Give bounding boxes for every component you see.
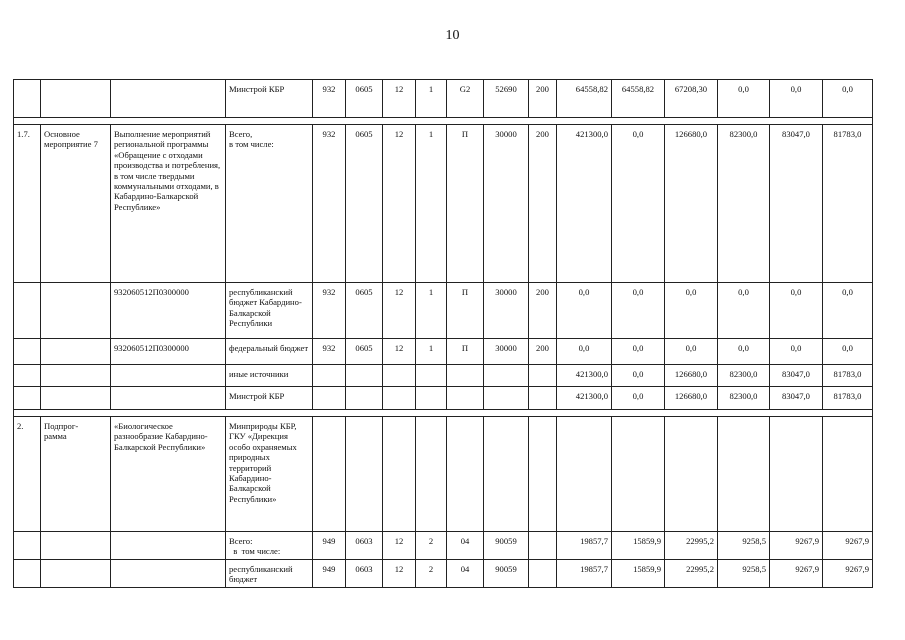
program-name-cell — [111, 80, 226, 118]
amount-cell: 81783,0 — [823, 387, 873, 410]
responsible-cell: республиканский бюджет — [226, 559, 313, 587]
row-number-cell — [14, 80, 41, 118]
csr-event-cell — [447, 387, 484, 410]
amount-cell: 67208,30 — [665, 80, 718, 118]
amount-cell — [665, 417, 718, 532]
csr-program-cell: 1 — [416, 283, 447, 339]
amount-cell: 0,0 — [823, 283, 873, 339]
table-row — [14, 80, 873, 118]
amount-cell: 19857,7 — [557, 532, 612, 560]
amount-cell: 0,0 — [823, 339, 873, 365]
table-row — [14, 532, 873, 560]
budget-code-cell — [111, 532, 226, 560]
amount-cell: 0,0 — [718, 339, 770, 365]
csr-program-cell — [416, 365, 447, 387]
rzpr-cell — [346, 365, 383, 387]
grbs-cell: 932 — [313, 125, 346, 283]
csr-event-cell — [447, 365, 484, 387]
table-row — [14, 339, 873, 365]
table-row — [14, 125, 873, 283]
amount-cell: 22995,2 — [665, 559, 718, 587]
budget-code-cell: 932060512П0300000 — [111, 339, 226, 365]
amount-cell: 9267,9 — [770, 559, 823, 587]
table-row — [14, 387, 873, 410]
grbs-cell: 932 — [313, 283, 346, 339]
grbs-cell: 949 — [313, 559, 346, 587]
row-number-cell — [14, 532, 41, 560]
amount-cell: 0,0 — [718, 283, 770, 339]
status-cell — [41, 339, 111, 365]
vr-cell: 200 — [529, 339, 557, 365]
csr-code-cell: 30000 — [484, 125, 529, 283]
rzpr-sub-cell: 12 — [383, 559, 416, 587]
row-number-cell: 1.7. — [14, 125, 41, 283]
amount-cell: 82300,0 — [718, 125, 770, 283]
csr-program-cell — [416, 387, 447, 410]
budget-code-cell — [111, 387, 226, 410]
row-separator — [14, 410, 873, 417]
row-number-cell — [14, 365, 41, 387]
amount-cell: 15859,9 — [612, 532, 665, 560]
grbs-cell — [313, 365, 346, 387]
responsible-cell: Всего: в том числе: — [226, 532, 313, 560]
program-funding-table — [13, 79, 873, 588]
amount-cell: 0,0 — [557, 283, 612, 339]
amount-cell: 421300,0 — [557, 387, 612, 410]
csr-code-cell: 52690 — [484, 80, 529, 118]
responsible-cell: федеральный бюджет — [226, 339, 313, 365]
program-name-cell: «Биологическое разнообразие Кабардино-Балкарской Республики» — [111, 417, 226, 532]
rzpr-cell: 0605 — [346, 283, 383, 339]
amount-cell — [718, 417, 770, 532]
amount-cell: 0,0 — [612, 339, 665, 365]
csr-program-cell: 2 — [416, 532, 447, 560]
grbs-cell: 932 — [313, 80, 346, 118]
rzpr-sub-cell — [383, 417, 416, 532]
amount-cell: 83047,0 — [770, 365, 823, 387]
amount-cell: 0,0 — [770, 283, 823, 339]
amount-cell: 22995,2 — [665, 532, 718, 560]
rzpr-cell — [346, 387, 383, 410]
amount-cell: 0,0 — [665, 339, 718, 365]
csr-event-cell: П — [447, 339, 484, 365]
status-cell — [41, 532, 111, 560]
rzpr-cell: 0605 — [346, 125, 383, 283]
rzpr-cell: 0605 — [346, 339, 383, 365]
table-row — [14, 417, 873, 532]
amount-cell: 9258,5 — [718, 559, 770, 587]
amount-cell — [770, 417, 823, 532]
budget-code-cell — [111, 559, 226, 587]
vr-cell — [529, 387, 557, 410]
csr-event-cell: G2 — [447, 80, 484, 118]
vr-cell — [529, 365, 557, 387]
csr-code-cell: 90059 — [484, 559, 529, 587]
rzpr-sub-cell: 12 — [383, 532, 416, 560]
table-row — [14, 283, 873, 339]
csr-event-cell: 04 — [447, 532, 484, 560]
vr-cell: 200 — [529, 125, 557, 283]
responsible-cell: Всего, в том числе: — [226, 125, 313, 283]
vr-cell — [529, 532, 557, 560]
status-cell: Подпрог- рамма — [41, 417, 111, 532]
amount-cell: 0,0 — [770, 339, 823, 365]
amount-cell: 0,0 — [823, 80, 873, 118]
row-number-cell — [14, 559, 41, 587]
amount-cell: 0,0 — [612, 387, 665, 410]
csr-event-cell: П — [447, 125, 484, 283]
csr-code-cell: 90059 — [484, 532, 529, 560]
rzpr-sub-cell: 12 — [383, 80, 416, 118]
responsible-cell: Минприроды КБР, ГКУ «Дирекция особо охраняемых природных территорий Кабардино-Балкарской Республики» — [226, 417, 313, 532]
amount-cell: 9267,9 — [823, 532, 873, 560]
grbs-cell — [313, 387, 346, 410]
csr-code-cell — [484, 417, 529, 532]
row-number-cell — [14, 387, 41, 410]
amount-cell: 0,0 — [770, 80, 823, 118]
status-cell — [41, 559, 111, 587]
amount-cell: 64558,82 — [557, 80, 612, 118]
amount-cell — [823, 417, 873, 532]
csr-program-cell: 1 — [416, 80, 447, 118]
amount-cell: 0,0 — [718, 80, 770, 118]
amount-cell: 82300,0 — [718, 387, 770, 410]
csr-code-cell: 30000 — [484, 283, 529, 339]
row-number-cell: 2. — [14, 417, 41, 532]
amount-cell: 0,0 — [612, 125, 665, 283]
amount-cell: 15859,9 — [612, 559, 665, 587]
status-cell: Основное мероприятие 7 — [41, 125, 111, 283]
amount-cell: 9267,9 — [823, 559, 873, 587]
amount-cell: 421300,0 — [557, 365, 612, 387]
amount-cell: 81783,0 — [823, 365, 873, 387]
rzpr-sub-cell: 12 — [383, 125, 416, 283]
vr-cell — [529, 417, 557, 532]
amount-cell — [557, 417, 612, 532]
csr-event-cell: 04 — [447, 559, 484, 587]
csr-code-cell — [484, 387, 529, 410]
amount-cell: 0,0 — [665, 283, 718, 339]
row-number-cell — [14, 339, 41, 365]
status-cell — [41, 365, 111, 387]
status-cell — [41, 283, 111, 339]
grbs-cell: 932 — [313, 339, 346, 365]
responsible-cell: иные источники — [226, 365, 313, 387]
rzpr-sub-cell: 12 — [383, 283, 416, 339]
table-row — [14, 365, 873, 387]
csr-program-cell — [416, 417, 447, 532]
csr-program-cell: 1 — [416, 125, 447, 283]
amount-cell: 421300,0 — [557, 125, 612, 283]
rzpr-sub-cell: 12 — [383, 339, 416, 365]
csr-code-cell: 30000 — [484, 339, 529, 365]
status-cell — [41, 80, 111, 118]
row-separator — [14, 118, 873, 125]
amount-cell: 82300,0 — [718, 365, 770, 387]
responsible-cell: Минстрой КБР — [226, 80, 313, 118]
amount-cell: 0,0 — [612, 365, 665, 387]
program-name-cell: Выполнение мероприятий региональной программы «Обращение с отходами производства и потребления, в том числе твердыми коммунальными отходами, в Кабардино-Балкарской Республике» — [111, 125, 226, 283]
amount-cell: 126680,0 — [665, 387, 718, 410]
amount-cell: 126680,0 — [665, 125, 718, 283]
rzpr-cell — [346, 417, 383, 532]
amount-cell: 0,0 — [557, 339, 612, 365]
amount-cell: 83047,0 — [770, 387, 823, 410]
amount-cell: 0,0 — [612, 283, 665, 339]
budget-code-cell: 932060512П0300000 — [111, 283, 226, 339]
amount-cell: 81783,0 — [823, 125, 873, 283]
amount-cell: 83047,0 — [770, 125, 823, 283]
amount-cell: 126680,0 — [665, 365, 718, 387]
responsible-cell: Минстрой КБР — [226, 387, 313, 410]
rzpr-cell: 0603 — [346, 532, 383, 560]
csr-event-cell: П — [447, 283, 484, 339]
amount-cell — [612, 417, 665, 532]
csr-program-cell: 2 — [416, 559, 447, 587]
csr-program-cell: 1 — [416, 339, 447, 365]
page-number: 10 — [445, 28, 460, 43]
status-cell — [41, 387, 111, 410]
amount-cell: 9258,5 — [718, 532, 770, 560]
vr-cell: 200 — [529, 283, 557, 339]
rzpr-cell: 0605 — [346, 80, 383, 118]
table-row — [14, 559, 873, 587]
rzpr-sub-cell — [383, 387, 416, 410]
responsible-cell: республиканский бюджет Кабардино-Балкарской Республики — [226, 283, 313, 339]
amount-cell: 19857,7 — [557, 559, 612, 587]
amount-cell: 64558,82 — [612, 80, 665, 118]
rzpr-sub-cell — [383, 365, 416, 387]
grbs-cell — [313, 417, 346, 532]
vr-cell: 200 — [529, 80, 557, 118]
csr-code-cell — [484, 365, 529, 387]
vr-cell — [529, 559, 557, 587]
csr-event-cell — [447, 417, 484, 532]
budget-code-cell — [111, 365, 226, 387]
row-number-cell — [14, 283, 41, 339]
grbs-cell: 949 — [313, 532, 346, 560]
rzpr-cell: 0603 — [346, 559, 383, 587]
amount-cell: 9267,9 — [770, 532, 823, 560]
